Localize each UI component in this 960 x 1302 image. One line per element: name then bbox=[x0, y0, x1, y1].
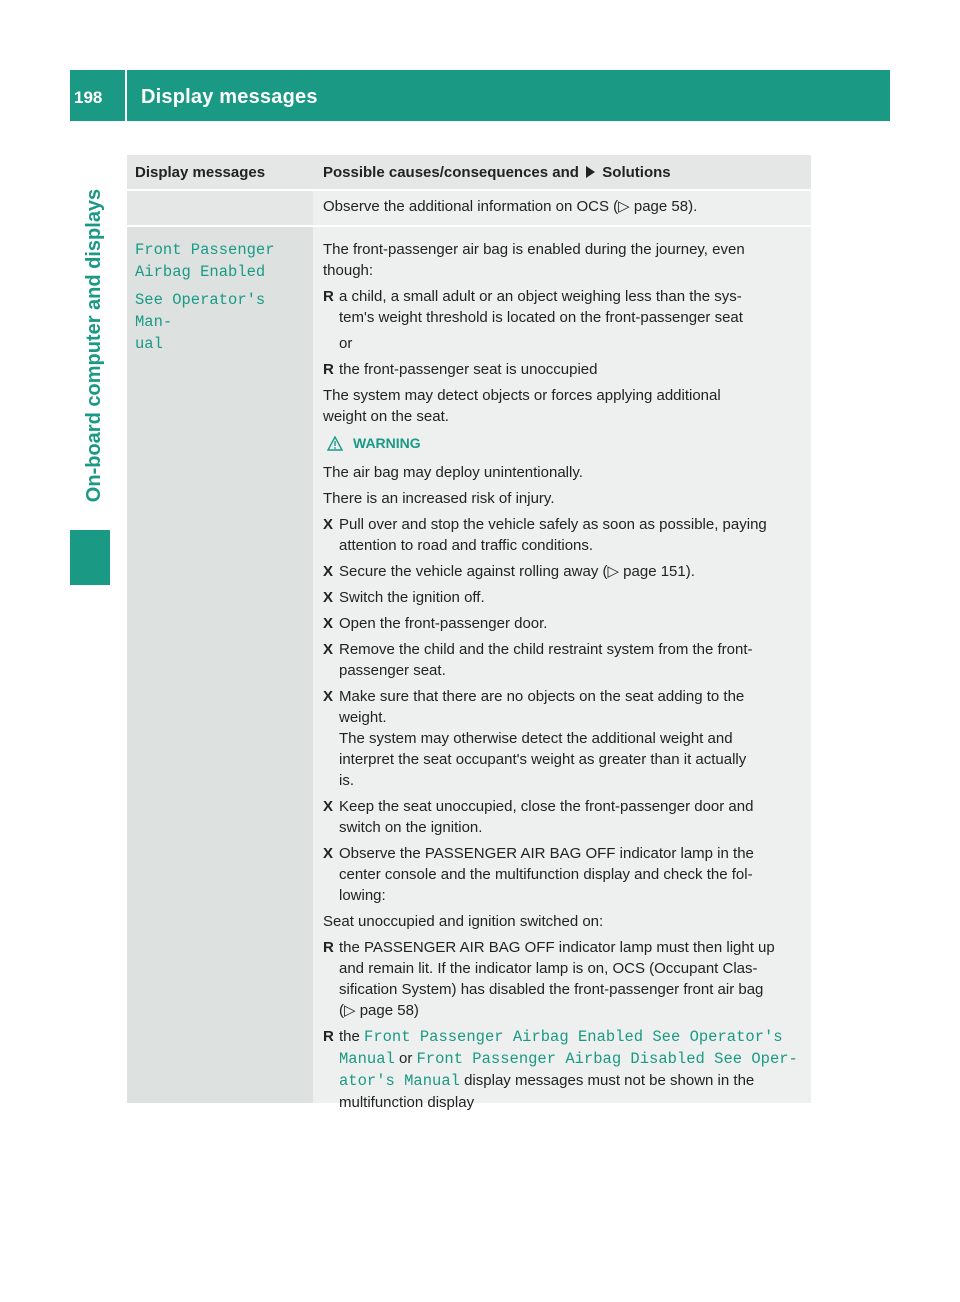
text-line bbox=[339, 1070, 801, 1092]
message-reference: Manual bbox=[339, 1050, 395, 1068]
step-x-icon: X bbox=[323, 589, 334, 606]
message-text-line: Airbag Enabled bbox=[135, 263, 266, 281]
text-fragment: display messages must not be shown in the bbox=[464, 1072, 755, 1089]
bullet-r-icon: R bbox=[323, 939, 334, 956]
list-item bbox=[323, 286, 801, 328]
text-line: the PASSENGER AIR BAG OFF indicator lamp must then light up bbox=[339, 939, 775, 956]
text-fragment: or bbox=[398, 1050, 413, 1067]
text-line: Switch the ignition off. bbox=[339, 589, 485, 606]
text-line: multifunction display bbox=[339, 1094, 475, 1111]
text-line: The system may detect objects or forces applying additional bbox=[323, 387, 721, 404]
text-line: lowing: bbox=[339, 887, 386, 904]
warning-triangle-icon bbox=[327, 436, 343, 451]
step-item bbox=[323, 796, 801, 838]
step-item bbox=[323, 514, 801, 556]
step-item bbox=[323, 639, 801, 681]
text-line: weight. bbox=[339, 709, 387, 726]
message-reference: Front Passenger Airbag Enabled See Operator's bbox=[364, 1028, 783, 1046]
text-line: Remove the child and the child restraint system from the front- bbox=[339, 641, 753, 658]
text-fragment: the bbox=[339, 1028, 360, 1045]
warning-text: The air bag may deploy unintentionally. bbox=[323, 464, 583, 481]
text-line: center console and the multifunction display and check the fol- bbox=[339, 866, 753, 883]
text-line: and remain lit. If the indicator lamp is on, OCS (Occupant Clas- bbox=[339, 960, 758, 977]
list-item bbox=[323, 1026, 801, 1113]
step-item bbox=[323, 587, 801, 608]
message-text-line: See Operator's Man‐ bbox=[135, 291, 266, 331]
text-line bbox=[339, 1048, 801, 1070]
text-line bbox=[339, 1026, 801, 1048]
bullet-r-icon: R bbox=[323, 361, 334, 378]
table-header-row bbox=[127, 155, 811, 189]
text-line: Make sure that there are no objects on the seat adding to the bbox=[339, 688, 745, 705]
step-x-icon: X bbox=[323, 798, 334, 815]
table-row bbox=[127, 227, 811, 1111]
step-item bbox=[323, 686, 801, 791]
text-line: weight on the seat. bbox=[323, 408, 449, 425]
text-line: Keep the seat unoccupied, close the front-passenger door and bbox=[339, 798, 754, 815]
bullet-r-icon: R bbox=[323, 288, 334, 305]
message-text-line: ual bbox=[135, 335, 163, 353]
message-reference: ator's Manual bbox=[339, 1072, 460, 1090]
arrow-right-icon bbox=[586, 166, 595, 178]
text-line: is. bbox=[339, 772, 354, 789]
text-or: or bbox=[339, 335, 353, 352]
table-cell-observe: Observe the additional information on OCS (▷ page 58). bbox=[313, 191, 811, 225]
side-section-text: On-board computer and displays bbox=[83, 188, 106, 502]
text-line: though: bbox=[323, 262, 374, 279]
text-line: switch on the ignition. bbox=[339, 819, 483, 836]
col-header-causes-text: Possible causes/consequences and bbox=[323, 164, 579, 181]
paragraph bbox=[323, 385, 801, 427]
text-line: Secure the vehicle against rolling away (▷ page 151). bbox=[339, 563, 695, 580]
step-x-icon: X bbox=[323, 615, 334, 632]
warning-label: WARNING bbox=[353, 435, 421, 451]
warning-heading bbox=[327, 433, 801, 454]
message-cell bbox=[127, 227, 313, 1103]
text-line: The front-passenger air bag is enabled during the journey, even bbox=[323, 241, 745, 258]
step-x-icon: X bbox=[323, 563, 334, 580]
list-item bbox=[323, 937, 801, 1021]
step-item bbox=[323, 561, 801, 582]
message-text-line: Front Passenger bbox=[135, 241, 275, 259]
col-header-messages: Display messages bbox=[127, 155, 313, 189]
step-x-icon: X bbox=[323, 688, 334, 705]
paragraph bbox=[323, 239, 801, 281]
text-line: sification System) has disabled the front-passenger front air bag bbox=[339, 981, 764, 998]
message-reference: Front Passenger Airbag Disabled See Oper‐ bbox=[416, 1050, 798, 1068]
warning-text: There is an increased risk of injury. bbox=[323, 490, 555, 507]
text-line: Observe the PASSENGER AIR BAG OFF indicator lamp in the bbox=[339, 845, 754, 862]
step-x-icon: X bbox=[323, 516, 334, 533]
table-cell-empty bbox=[127, 191, 313, 225]
text-line: interpret the seat occupant's weight as greater than it actually bbox=[339, 751, 747, 768]
text-line: a child, a small adult or an object weighing less than the sys- bbox=[339, 288, 742, 305]
text-line: the front-passenger seat is unoccupied bbox=[339, 361, 598, 378]
list-item bbox=[323, 359, 801, 380]
text-line: attention to road and traffic conditions. bbox=[339, 537, 594, 554]
text-line: Pull over and stop the vehicle safely as soon as possible, paying bbox=[339, 516, 767, 533]
header-divider bbox=[125, 70, 127, 121]
text-line: The system may otherwise detect the additional weight and bbox=[339, 730, 733, 747]
text-line: tem's weight threshold is located on the front-passenger seat bbox=[339, 309, 743, 326]
display-messages-table bbox=[127, 155, 811, 1111]
table-row bbox=[127, 191, 811, 225]
causes-cell bbox=[313, 227, 811, 1111]
col-header-solutions-text: Solutions bbox=[602, 164, 671, 181]
text-line: passenger seat. bbox=[339, 662, 446, 679]
side-marker-block bbox=[70, 530, 110, 585]
step-x-icon: X bbox=[323, 641, 334, 658]
side-section-label bbox=[72, 160, 118, 530]
page-number: 198 bbox=[74, 88, 103, 107]
paragraph: Seat unoccupied and ignition switched on: bbox=[323, 913, 604, 930]
bullet-r-icon: R bbox=[323, 1028, 334, 1045]
text-line: Open the front-passenger door. bbox=[339, 615, 548, 632]
page-title: Display messages bbox=[141, 86, 318, 108]
step-x-icon: X bbox=[323, 845, 334, 862]
step-item bbox=[323, 613, 801, 634]
col-header-causes bbox=[313, 155, 811, 189]
text-line: (▷ page 58) bbox=[339, 1002, 419, 1019]
step-item bbox=[323, 843, 801, 906]
